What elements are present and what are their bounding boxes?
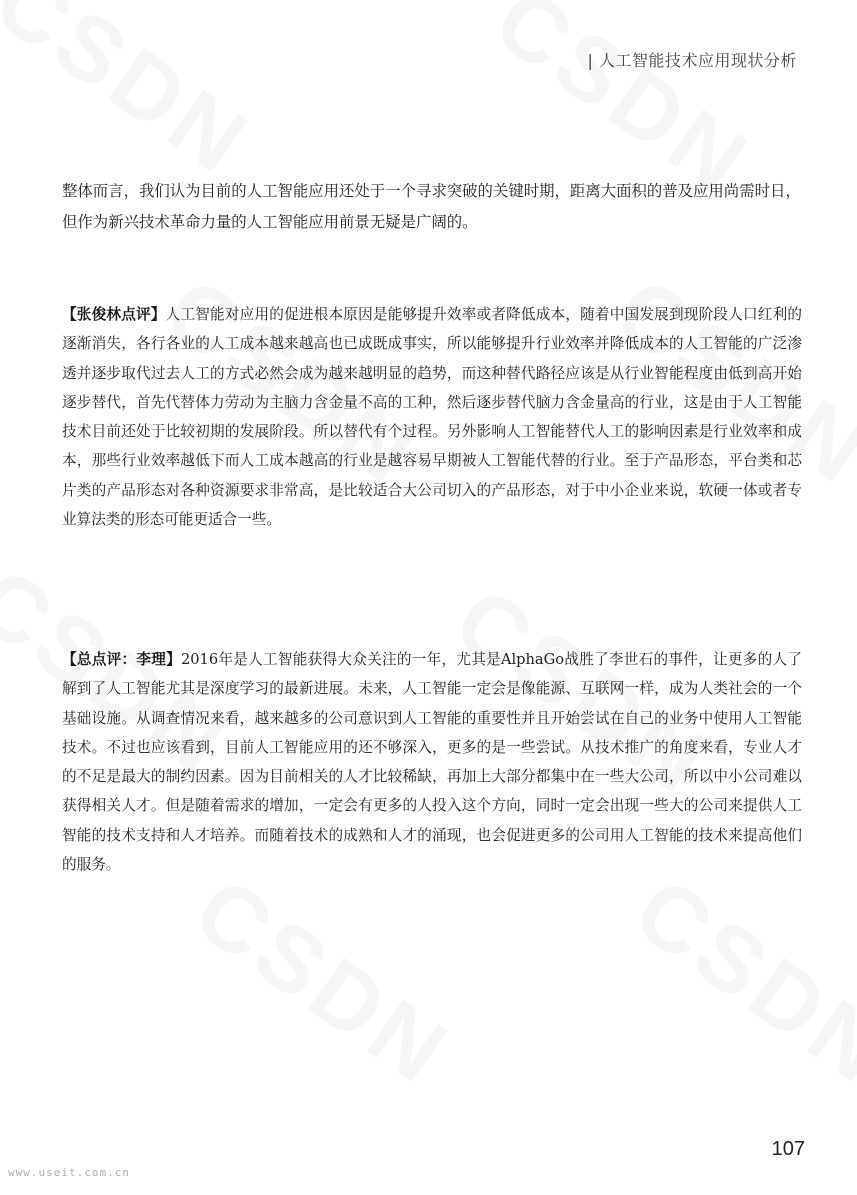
comment-zhang-junlin: [62, 300, 802, 534]
comment-text: 2016年是人工智能获得大众关注的一年，尤其是AlphaGo战胜了李世石的事件，让更多的人了解到了人工智能尤其是深度学习的最新进展。未来，人工智能一定会是像能源、互联网一样，成为人类社会的一个基础设施。从调查情况来看，越来越多的公司意识到人工智能的重要性并且开始尝试在自己的业务中使用人工智能技术。不过也应该看到，目前人工智能应用的还不够深入，更多的是一些尝试。从技术推广的角度来看，专业人才的不足是最大的制约因素。因为目前相关的人才比较稀缺，再加上大部分都集中在一些大公司，所以中小公司难以获得相关人才。但是随着需求的增加，一定会有更多的人投入这个方向，同时一定会出现一些大的公司来提供人工智能的技术支持和人才培养。而随着技术的成熟和人才的涌现，也会促进更多的公司用人工智能的技术来提高他们的服务。: [62, 651, 802, 874]
comment-text: 人工智能对应用的促进根本原因是能够提升效率或者降低成本，随着中国发展到现阶段人口红利的逐渐消失，各行各业的人工成本越来越高也已成既成事实，所以能够提升行业效率并降低成本的人工智能的广泛渗透并逐步取代过去人工的方式必然会成为越来越明显的趋势，而这种替代路径应该是从行业智能程度由低到高开始逐步替代，首先代替体力劳动为主脑力含金量不高的工种，然后逐步替代脑力含金量高的行业，这是由于人工智能技术目前还处于比较初期的发展阶段。所以替代有个过程。另外影响人工智能替代人工的影响因素是行业效率和成本，那些行业效率越低下而人工成本越高的行业是越容易早期被人工智能代替的行业。至于产品形态，平台类和芯片类的产品形态对各种资源要求非常高，是比较适合大公司切入的产品形态，对于中小企业来说，软硬一体或者专业算法类的形态可能更适合一些。: [62, 306, 802, 529]
comment-label: 【总点评：李理】: [62, 651, 181, 668]
page-number: 107: [771, 1138, 805, 1160]
watermark-text: [616, 858, 857, 1107]
site-url: www.useit.com.cn: [8, 1166, 130, 1179]
watermark-text: [0, 0, 269, 197]
intro-paragraph: 整体而言，我们认为目前的人工智能应用还处于一个寻求突破的关键时期，距离大面积的普及应用尚需时日，但作为新兴技术革命力量的人工智能应用前景无疑是广阔的。: [62, 182, 801, 231]
header-title: | 人工智能技术应用现状分析: [587, 51, 797, 70]
comment-li-li: [62, 645, 802, 879]
watermark-text: [176, 858, 469, 1107]
comment-label: 【张俊林点评】: [62, 306, 166, 323]
